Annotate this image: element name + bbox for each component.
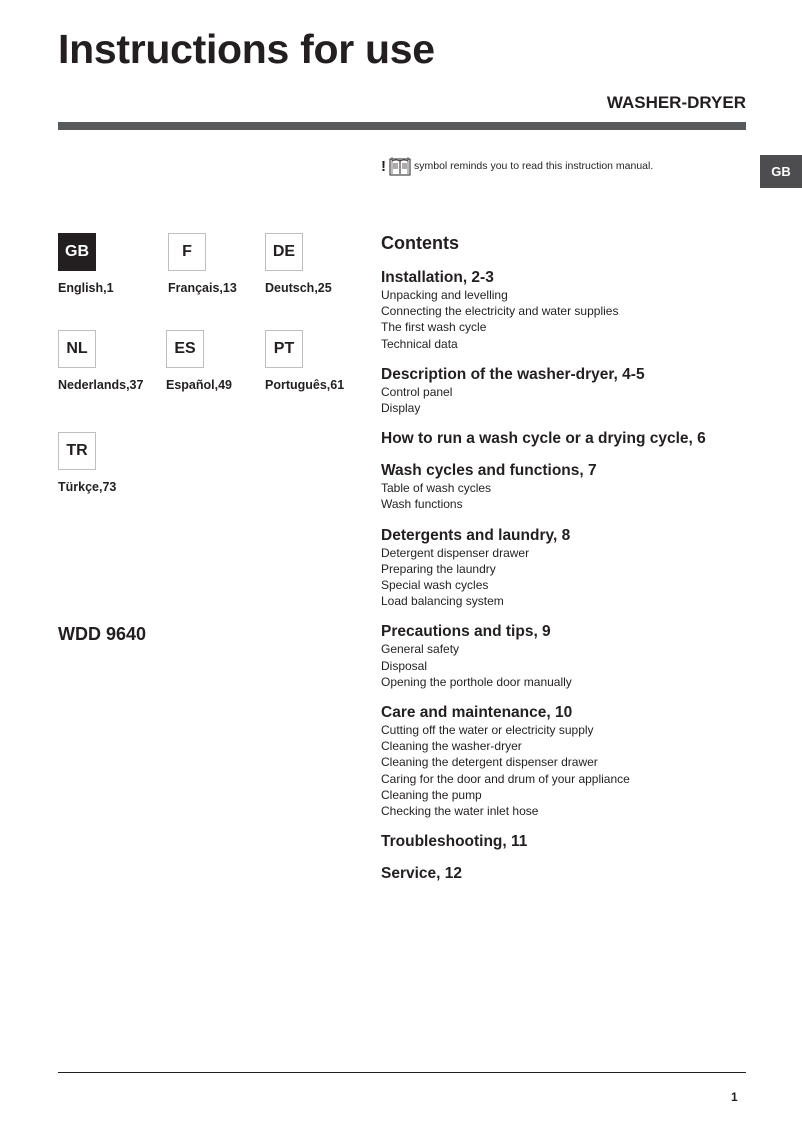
language-page-ref: Nederlands,37 xyxy=(58,378,144,392)
page-title: Instructions for use xyxy=(58,26,435,72)
language-es xyxy=(166,330,232,392)
page-number: 1 xyxy=(731,1090,738,1104)
section-heading: Care and maintenance, 10 xyxy=(381,704,573,722)
language-page-ref: Español,49 xyxy=(166,378,232,392)
section-item: Detergent dispenser drawer xyxy=(381,545,530,560)
manual-notice xyxy=(381,155,653,177)
language-page-ref: Deutsch,25 xyxy=(265,281,332,295)
language-code-box: DE xyxy=(265,233,303,271)
language-nl xyxy=(58,330,144,392)
section-item: Caring for the door and drum of your appliance xyxy=(381,771,630,786)
contents-sections xyxy=(381,268,781,883)
model-number: WDD 9640 xyxy=(58,624,147,644)
contents-section xyxy=(381,622,781,690)
section-heading: Detergents and laundry, 8 xyxy=(381,526,571,544)
document-type: WASHER-DRYER xyxy=(606,93,746,112)
contents-section xyxy=(381,526,781,610)
bottom-divider xyxy=(58,1072,746,1073)
contents-section xyxy=(381,461,781,512)
section-item: Opening the porthole door manually xyxy=(381,674,572,689)
exclamation-mark: ! xyxy=(381,157,386,175)
section-item: Control panel xyxy=(381,384,453,399)
section-heading: Precautions and tips, 9 xyxy=(381,623,551,641)
language-code-box: TR xyxy=(58,432,96,470)
table-of-contents xyxy=(381,233,781,896)
contents-section xyxy=(381,429,781,448)
section-item: Wash functions xyxy=(381,497,463,512)
notice-text: symbol reminds you to read this instruction manual. xyxy=(414,160,654,172)
section-heading: Troubleshooting, 11 xyxy=(381,833,528,851)
language-code-box: F xyxy=(168,233,206,271)
section-item: Cleaning the washer-dryer xyxy=(381,739,522,754)
section-item: The first wash cycle xyxy=(381,320,487,335)
contents-section xyxy=(381,864,781,883)
section-item: Technical data xyxy=(381,336,458,351)
language-code-box: GB xyxy=(58,233,96,271)
contents-section xyxy=(381,832,781,851)
language-page-ref: Français,13 xyxy=(168,281,237,295)
language-code-box: PT xyxy=(265,330,303,368)
language-tab: GB xyxy=(760,155,802,188)
section-item: Cutting off the water or electricity supply xyxy=(381,723,594,738)
language-f xyxy=(168,233,237,295)
section-item: Unpacking and levelling xyxy=(381,288,508,302)
section-item: Preparing the laundry xyxy=(381,561,496,576)
section-heading: Installation, 2-3 xyxy=(381,269,494,286)
section-heading: Description of the washer-dryer, 4-5 xyxy=(381,365,645,383)
manual-book-icon xyxy=(389,156,411,176)
section-item: Cleaning the detergent dispenser drawer xyxy=(381,755,598,770)
language-gb xyxy=(58,233,114,295)
section-item: Disposal xyxy=(381,658,428,673)
contents-section xyxy=(381,268,781,352)
language-pt xyxy=(265,330,345,392)
section-item: Special wash cycles xyxy=(381,578,489,593)
language-code-box: ES xyxy=(166,330,204,368)
section-item: Table of wash cycles xyxy=(381,481,492,496)
section-item: Checking the water inlet hose xyxy=(381,804,539,819)
language-page-ref: Português,61 xyxy=(265,378,345,392)
section-item: Load balancing system xyxy=(381,594,504,609)
language-de xyxy=(265,233,332,295)
language-code-box: NL xyxy=(58,330,96,368)
language-tr xyxy=(58,432,117,494)
language-page-ref: English,1 xyxy=(58,281,114,295)
top-divider xyxy=(58,122,746,130)
section-heading: How to run a wash cycle or a drying cycle, 6 xyxy=(381,430,706,448)
section-item: General safety xyxy=(381,642,460,657)
section-heading: Service, 12 xyxy=(381,865,463,883)
section-item: Display xyxy=(381,401,421,416)
language-page-ref: Türkçe,73 xyxy=(58,480,117,494)
section-heading: Wash cycles and functions, 7 xyxy=(381,462,597,480)
section-item: Cleaning the pump xyxy=(381,787,482,802)
contents-title: Contents xyxy=(381,233,459,253)
contents-section xyxy=(381,703,781,819)
contents-section xyxy=(381,365,781,416)
section-item: Connecting the electricity and water supplies xyxy=(381,304,619,319)
